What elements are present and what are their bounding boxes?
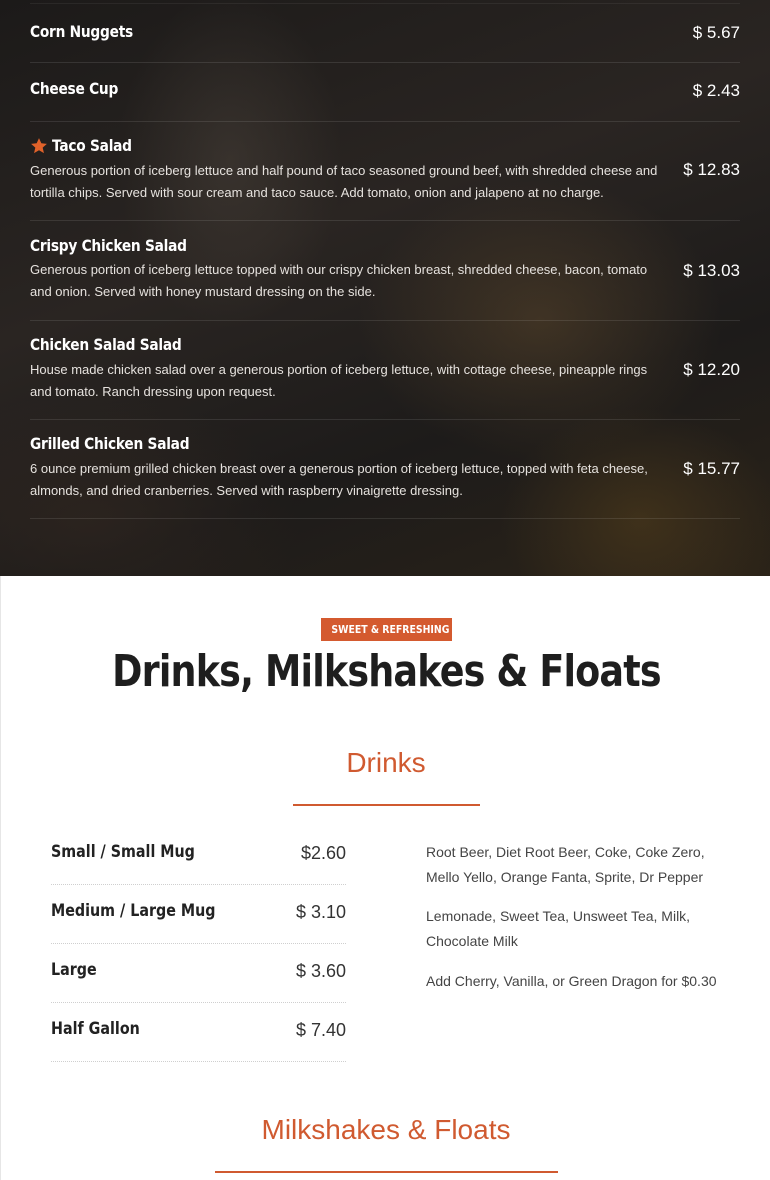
menu-item-name: Crispy Chicken Salad — [30, 236, 187, 255]
drink-price: $ 3.60 — [295, 961, 346, 981]
section-tag: SWEET & REFRESHING — [321, 618, 452, 641]
menu-item-price: $ 12.20 — [683, 360, 740, 379]
menu-item-name: Corn Nuggets — [30, 22, 133, 41]
menu-item-description: House made chicken salad over a generous portion of iceberg lettuce, with cottage cheese, pineapple rings and tomato. Ranch dressing upon request. — [30, 362, 648, 399]
menu-item-name: Chicken Salad Salad — [30, 335, 182, 354]
menu-item — [30, 122, 740, 221]
menu-item-name: Grilled Chicken Salad — [30, 434, 190, 453]
menu-item-price: $ 15.77 — [683, 459, 740, 478]
drinks-section — [0, 576, 770, 1180]
drinks-heading: Drinks — [346, 747, 426, 778]
milkshakes-heading: Milkshakes & Floats — [261, 1114, 511, 1145]
menu-item — [30, 321, 740, 420]
menu-item-price: $ 2.43 — [692, 81, 740, 100]
drink-size: Half Gallon — [51, 1019, 140, 1039]
drink-size: Medium / Large Mug — [51, 901, 216, 921]
drink-row — [51, 1003, 346, 1062]
drink-flavors-note: Root Beer, Diet Root Beer, Coke, Coke Zero, Mello Yello, Orange Fanta, Sprite, Dr Pepper — [426, 844, 705, 885]
menu-item-price: $ 13.03 — [683, 261, 740, 280]
drink-row — [51, 885, 346, 944]
menu-item — [30, 420, 740, 519]
menu-item-name: Cheese Cup — [30, 79, 119, 98]
drink-addon-note: Add Cherry, Vanilla, or Green Dragon for $0.30 — [426, 973, 717, 989]
menu-item-description: Generous portion of iceberg lettuce and half pound of taco seasoned ground beef, with shredded cheese and tortilla chips. Served with sour cream and taco sauce. Add tomato, onion and jalapeno at no charge. — [30, 163, 658, 200]
milkshakes-heading-underline — [215, 1171, 558, 1173]
menu-item-name: Taco Salad — [52, 136, 132, 155]
menu-item-price: $ 12.83 — [683, 160, 740, 179]
section-title: Drinks, Milkshakes & Floats — [111, 646, 661, 697]
drink-price: $ 3.10 — [295, 902, 346, 922]
menu-item-description: Generous portion of iceberg lettuce topped with our crispy chicken breast, shredded cheese, bacon, tomato and onion. Served with honey mustard dressing on the side. — [30, 262, 648, 299]
drink-price: $ 7.40 — [295, 1020, 346, 1040]
star-icon — [30, 137, 48, 155]
drink-size: Small / Small Mug — [51, 842, 195, 862]
drink-size: Large — [51, 960, 97, 980]
food-menu-section — [0, 0, 770, 576]
menu-item — [30, 63, 740, 122]
drink-row — [51, 944, 346, 1003]
drink-flavors-note: Lemonade, Sweet Tea, Unsweet Tea, Milk, Chocolate Milk — [426, 908, 691, 949]
menu-item — [30, 221, 740, 321]
drinks-heading-underline — [293, 804, 480, 806]
menu-item-price: $ 5.67 — [692, 23, 740, 42]
menu-item-description: 6 ounce premium grilled chicken breast over a generous portion of iceberg lettuce, topped with feta cheese, almonds, and dried cranberries. Served with raspberry vinaigrette dressing. — [30, 461, 648, 498]
drink-row — [51, 826, 346, 885]
menu-item — [30, 3, 740, 63]
drink-price: $2.60 — [300, 843, 346, 863]
